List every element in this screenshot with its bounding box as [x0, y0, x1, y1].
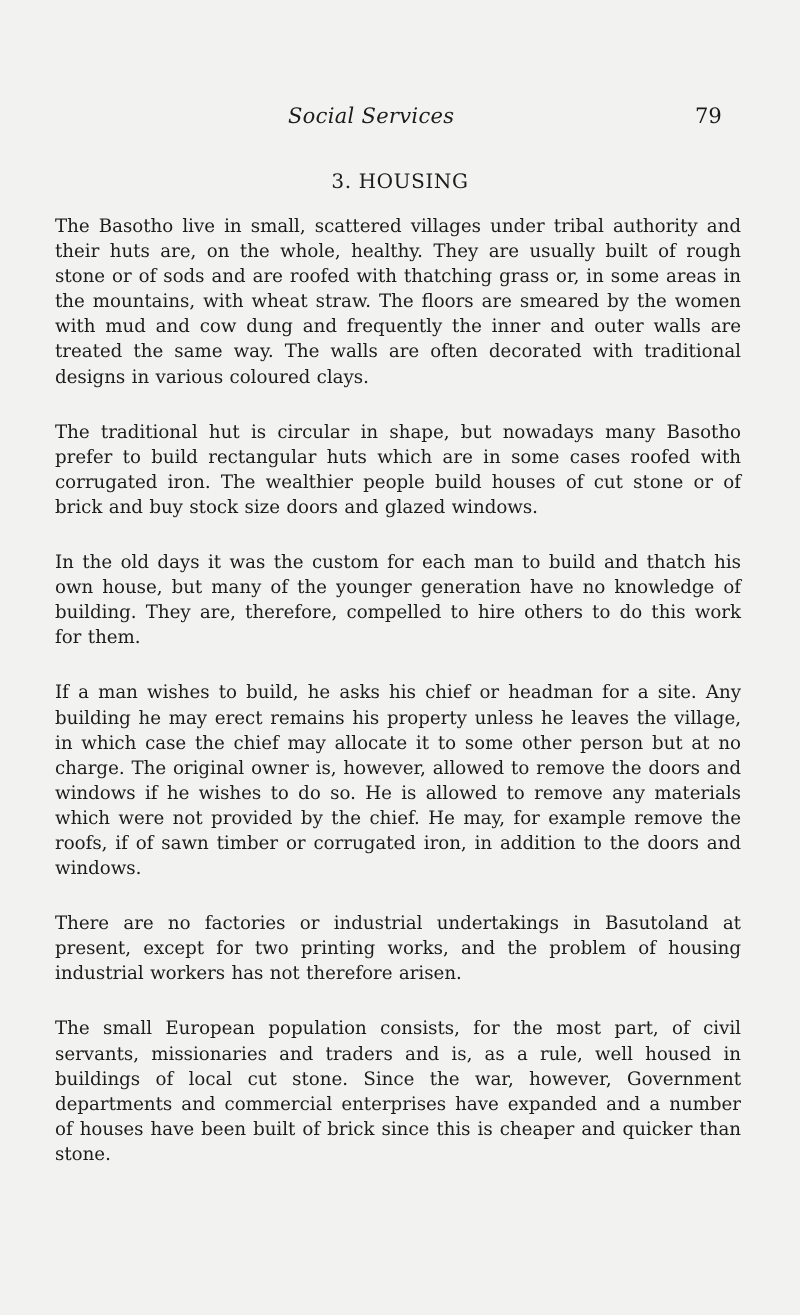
paragraph-building-sites: If a man wishes to build, he asks his chief or headman for a site. Any building he may erect remains his property unless he leaves the village, in which case the chief may allocate it to some other person but at no charge. The original owner is, however, allowed to remove the doors and windows if he wishes to do so. He is allowed to remove any materials which were not provided by the chief. He may, for example remove the roofs, if of sawn timber or corrugated iron, in addition to the doors and windows.	[55, 682, 741, 880]
paragraph-village-huts: The Basotho live in small, scattered villages under tribal authority and their huts are, on the whole, healthy. They are usually built of rough stone or of sods and are roofed with thatching grass or, in some areas in the mountains, with wheat straw. The floors are smeared by the women with mud and cow dung and frequently the inner and outer walls are treated the same way. The walls are often decorated with traditional designs in various coloured clays.	[55, 216, 741, 388]
paragraph-building-custom: In the old days it was the custom for each man to build and thatch his own house, but many of the younger generation have no knowledge of building. They are, therefore, compelled to hire others to do this work for them.	[55, 552, 741, 649]
page-number: 79	[695, 104, 722, 128]
paragraph-hut-shape: The traditional hut is circular in shape, but nowadays many Basotho prefer to build rectangular huts which are in some cases roofed with corrugated iron. The wealthier people build houses of cut stone or of brick and buy stock size doors and glazed windows.	[55, 421, 741, 518]
running-title: Social Services	[288, 104, 455, 128]
section-heading: 3. HOUSING	[331, 169, 469, 193]
paragraph-industrial-housing: There are no factories or industrial undertakings in Basutoland at present, except for two printing works, and the problem of housing industrial workers has not therefore arisen.	[55, 913, 741, 985]
body-text	[55, 214, 741, 1197]
running-header	[0, 96, 800, 136]
paragraph-european-population: The small European population consists, for the most part, of civil servants, missionaries and traders and is, as a rule, well housed in buildings of local cut stone. Since the war, however, Government departments and commercial enterprises have expanded and a number of houses have been built of brick since this is cheaper and quicker than stone.	[55, 1018, 741, 1165]
